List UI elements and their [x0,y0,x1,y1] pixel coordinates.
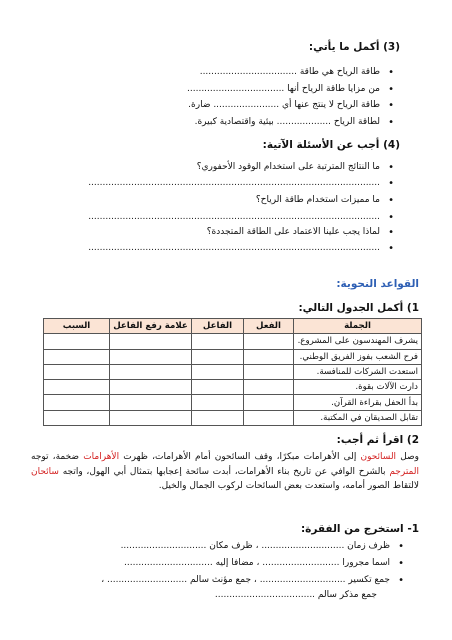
answer-cell[interactable] [244,364,294,379]
section4-question: • لماذا يجب علينا الاعتماد على الطاقة المتجددة؟ [207,227,380,237]
answer-cell[interactable] [244,349,294,364]
table-header-row [44,319,422,334]
answer-cell[interactable] [110,334,192,349]
answer-cell[interactable] [110,349,192,364]
answer-cell[interactable] [192,334,244,349]
sentence-cell: يشرف المهندسون على المشروع. [294,334,422,349]
answer-cell[interactable] [44,364,110,379]
sentence-cell: بدأ الحفل بقراءة القرآن. [294,395,422,410]
column-header: الجملة [294,319,422,334]
section4-answer-line: • ...................................................................................................... [88,212,380,222]
passage-text: لالتقاط الصور أمامه، واستعدت بعض السائحات لركوب الجمال والخيل. [158,481,419,492]
answer-cell[interactable] [192,410,244,425]
sentence-cell: فرح الشعب بفوز الفريق الوطني. [294,349,422,364]
column-header: الفعل [244,319,294,334]
passage-text: بالشرح الوافي عن تاريخ بناء الأهرامات، أبدت سائحة إعجابها بتمثال أبي الهول، واتجه [58,466,390,477]
highlighted-word: الأهرامات [83,452,120,462]
table-task-title: 1) أكمل الجدول التالي: [298,302,419,314]
section4-title: (4) أجب عن الأسئلة الآتية: [262,139,400,151]
answer-cell[interactable] [44,410,110,425]
sentence-cell: تقابل الصديقان في المكتبة. [294,410,422,425]
table-row [44,349,422,364]
section4-question: • ما النتائج المترتبة على استخدام الوقود الأحفوري؟ [197,162,380,172]
section3-title: (3) أكمل ما يأتي: [308,41,400,53]
answer-cell[interactable] [192,380,244,395]
answer-cell[interactable] [192,349,244,364]
answer-cell[interactable] [110,395,192,410]
column-header: السبب [44,319,110,334]
extract-item: • ظرف زمان ............................. ، ظرف مكان .............................. [121,541,390,551]
reading-task-title: 2) اقرأ ثم أجب: [336,434,419,446]
answer-cell[interactable] [44,349,110,364]
extract-title: 1- استخرج من الفقرة: [300,523,419,535]
answer-cell[interactable] [244,410,294,425]
table-row [44,364,422,379]
passage-text: ضخمة، توجه [31,452,84,462]
answer-cell[interactable] [192,364,244,379]
section3-item: • طاقة الرياح لا ينتج عنها أي ....................... ضارة. [188,100,380,110]
table-row [44,395,422,410]
sentence-cell: استعدت الشركات للمنافسة. [294,364,422,379]
grammar-heading: القواعد النحوية: [336,278,419,290]
highlighted-word: سائحان [31,466,59,477]
answer-cell[interactable] [244,380,294,395]
extract-item: • جمع تكسير .............................. ، جمع مؤنث سالم ............................ ، [101,575,390,585]
answer-cell[interactable] [110,364,192,379]
highlighted-word: المترجم [389,466,419,477]
passage-text: إلى الأهرامات مبكرًا، وقف السائحون أمام الأهرامات، ظهرت [119,452,361,462]
extract-item-continued: جمع مذكر سالم ................................... [214,590,377,600]
reading-passage [31,450,419,494]
extract-item: • اسما مجرورا ........................... ، مضافا إليه ............................... [124,558,390,568]
column-header: الفاعل [192,319,244,334]
answer-cell[interactable] [110,380,192,395]
answer-cell[interactable] [192,395,244,410]
sentence-cell: دارت الآلات بقوة. [294,380,422,395]
section3-item: • من مزايا طاقة الرياح أنها .................................. [187,84,380,94]
highlighted-word: السائحون [360,452,397,462]
answer-cell[interactable] [44,380,110,395]
answer-cell[interactable] [44,334,110,349]
passage-text: وصل [396,452,419,462]
answer-cell[interactable] [244,334,294,349]
table-row [44,334,422,349]
table-row [44,410,422,425]
answer-cell[interactable] [244,395,294,410]
grammar-table [43,318,422,426]
section4-answer-line: • ...................................................................................................... [88,243,380,253]
answer-cell[interactable] [44,395,110,410]
section3-item: • لطاقة الرياح ................... بيئية واقتصادية كبيرة. [195,117,380,127]
table-row [44,380,422,395]
section4-answer-line: • ...................................................................................................... [88,178,380,188]
section3-item: • طاقة الرياح هي طاقة .................................. [200,67,380,77]
column-header: علامة رفع الفاعل [110,319,192,334]
answer-cell[interactable] [110,410,192,425]
section4-question: • ما مميزات استخدام طاقة الرياح؟ [256,195,380,205]
